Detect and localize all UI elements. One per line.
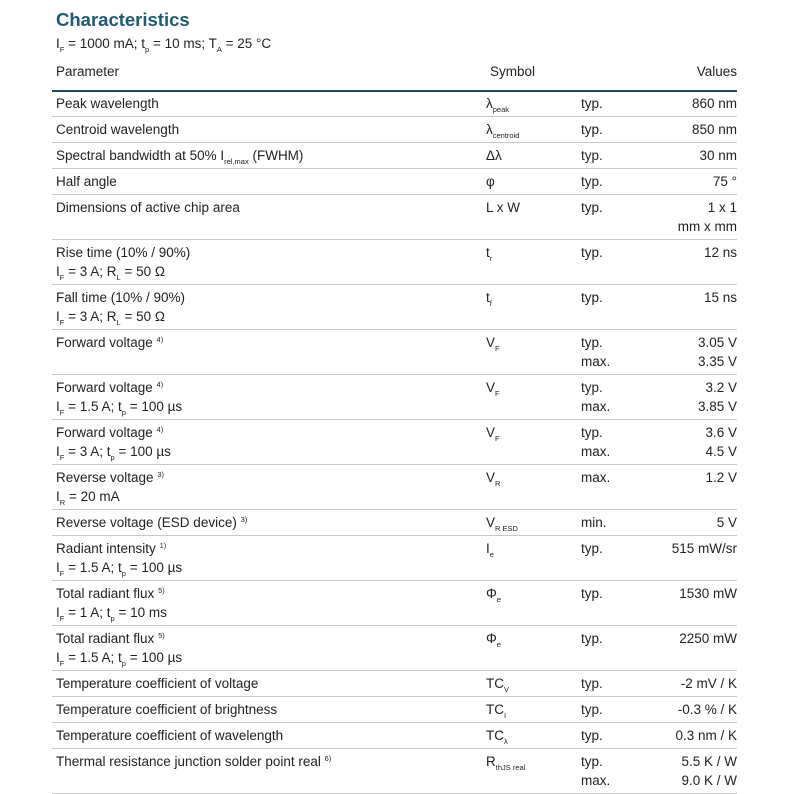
condition-label: typ. [581,174,603,189]
parameter-line [56,513,486,532]
text-segment: I [56,309,60,324]
footnote-ref: 6) [324,754,332,763]
text-segment: L x W [486,200,521,215]
text-segment: = 10 ms [114,605,167,620]
subscript: L [116,318,121,327]
text-segment: TC [486,702,504,717]
text-segment: Dimensions of active chip area [56,200,240,215]
condition-label: max. [581,773,611,788]
value-cell [651,749,737,794]
parameter-cell [52,169,486,195]
parameter-line [56,243,486,262]
value: 5 V [716,515,737,530]
subscript: p [121,569,126,578]
footnote-ref: 3) [157,470,164,479]
text-segment: λ [486,122,493,137]
condition-cell [581,626,651,671]
parameter-line [56,288,486,307]
value: 3.05 V [697,335,737,350]
subscript: e [496,640,501,649]
subscript: peak [492,105,510,114]
text-segment: TC [486,676,504,691]
condition-cell [581,143,651,169]
parameter-line [56,423,486,442]
footnote-ref: 4) [156,425,164,434]
symbol-cell [486,749,581,794]
table-row [52,581,737,626]
text-segment: I [56,264,60,279]
condition-label: max. [581,444,611,459]
condition-label: typ. [581,586,603,601]
header-parameter: Parameter [56,64,120,79]
parameter-cell [52,671,486,697]
value-cell [651,143,737,169]
subscript: p [121,659,126,668]
condition-label: typ. [581,335,603,350]
parameter-line [56,172,486,191]
footnote-ref: 4) [156,335,164,344]
text-segment: (FWHM) [248,148,304,163]
subscript: centroid [492,131,520,140]
value: 1.2 V [705,470,737,485]
text-segment: I [486,541,490,556]
text-segment: Rise time (10% / 90%) [56,245,191,260]
table-header [52,62,737,92]
condition-cell [581,697,651,723]
parameter-cell [52,465,486,510]
subscript: p [110,614,115,623]
text-segment: Thermal resistance junction solder point real [56,754,325,769]
value-cell [651,117,737,143]
text-segment: = 1000 mA; t [64,36,146,51]
condition-cell [581,240,651,285]
table-row [52,169,737,195]
value-cell [651,195,737,240]
text-segment: = 25 °C [221,36,272,51]
text-segment: = 20 mA [65,489,120,504]
parameter-cell [52,195,486,240]
footnote-ref: 5) [158,631,165,640]
value: 75 ° [712,174,737,189]
text-segment: = 50 Ω [120,309,165,324]
condition-label: typ. [581,676,603,691]
parameter-line [56,700,486,719]
condition-cell [581,723,651,749]
value: 9.0 K / W [681,773,737,788]
condition-label: typ. [581,754,603,769]
text-segment: I [56,560,60,575]
parameter-cell [52,536,486,581]
symbol-cell [486,420,581,465]
parameter-line [56,468,486,487]
condition-label: typ. [581,541,603,556]
table-row [52,536,737,581]
value: 850 nm [691,122,737,137]
subscript: F [495,344,500,353]
text-segment: = 10 ms; T [149,36,217,51]
table-row [52,626,737,671]
text-segment: = 100 µs [125,560,183,575]
table-row [52,723,737,749]
text-segment: Centroid wavelength [56,122,180,137]
value-cell [651,697,737,723]
condition-label: typ. [581,631,603,646]
parameter-cell [52,697,486,723]
subscript: p [145,45,150,54]
footnote-ref: 5) [158,586,165,595]
condition-label: max. [581,470,611,485]
subscript: F [59,45,65,54]
symbol-cell [486,723,581,749]
text-segment: Forward voltage [56,425,157,440]
condition-cell [581,510,651,536]
symbol-cell [486,195,581,240]
value-cell [651,510,737,536]
parameter-cell [52,91,486,117]
symbol-cell [486,285,581,330]
value: -2 mV / K [680,676,737,691]
subscript: F [59,273,65,282]
subscript: F [59,614,65,623]
text-segment: Temperature coefficient of brightness [56,702,278,717]
value: 1 x 1 [707,200,737,215]
text-segment: Φ [486,586,497,601]
text-segment: t [486,290,490,305]
footnote-ref: 4) [156,380,164,389]
condition-cell [581,749,651,794]
value: mm x mm [677,219,737,234]
condition-label: max. [581,354,611,369]
parameter-line [56,752,486,771]
text-segment: φ [486,174,495,189]
subscript: A [216,45,222,54]
symbol-cell [486,671,581,697]
table-row [52,697,737,723]
parameter-cell [52,723,486,749]
text-segment: = 3 A; t [64,444,111,459]
condition-cell [581,420,651,465]
text-segment: I [56,489,60,504]
condition-label: typ. [581,702,603,717]
subscript: e [489,550,494,559]
table-row [52,330,737,375]
symbol-cell [486,240,581,285]
value-cell [651,91,737,117]
parameter-line [56,558,486,577]
value-cell [651,375,737,420]
characteristics-table [52,91,737,794]
parameter-cell [52,749,486,794]
text-segment: V [486,335,496,350]
text-segment: I [56,36,60,51]
parameter-line [56,307,486,326]
table-row [52,117,737,143]
header-values: Values [696,64,737,79]
symbol-cell [486,465,581,510]
subscript: R [59,498,66,507]
text-segment: Fall time (10% / 90%) [56,290,186,305]
condition-label: typ. [581,200,603,215]
symbol-cell [486,626,581,671]
subscript: R [495,479,501,488]
value: 15 ns [703,290,737,305]
parameter-cell [52,375,486,420]
value-cell [651,169,737,195]
subscript: p [121,408,126,417]
condition-cell [581,91,651,117]
text-segment: = 100 µs [125,650,183,665]
symbol-cell [486,536,581,581]
parameter-line [56,198,486,217]
subscript: L [116,273,121,282]
parameter-cell [52,117,486,143]
value-cell [651,723,737,749]
text-segment: V [486,470,496,485]
parameter-line [56,442,486,461]
text-segment: = 3 A; R [64,309,117,324]
text-segment: = 1.5 A; t [64,399,122,414]
value: 12 ns [703,245,737,260]
symbol-cell [486,117,581,143]
condition-cell [581,536,651,581]
condition-label: typ. [581,96,603,111]
condition-cell [581,117,651,143]
parameter-cell [52,581,486,626]
header-symbol: Symbol [490,64,536,79]
parameter-cell [52,330,486,375]
condition-cell [581,375,651,420]
condition-cell [581,465,651,510]
subscript: f [489,299,492,308]
value: 4.5 V [705,444,737,459]
value: 5.5 K / W [681,754,737,769]
text-segment: Temperature coefficient of wavelength [56,728,284,743]
subscript: I [504,711,507,720]
table-row [52,510,737,536]
parameter-line [56,603,486,622]
text-segment: Half angle [56,174,117,189]
parameter-cell [52,143,486,169]
table-row [52,285,737,330]
text-segment: V [486,515,496,530]
condition-cell [581,581,651,626]
value: 3.85 V [697,399,737,414]
value: 30 nm [699,148,737,163]
text-segment: = 1.5 A; t [64,650,122,665]
text-segment: Temperature coefficient of voltage [56,676,259,691]
text-segment: I [56,444,60,459]
parameter-line [56,726,486,745]
parameter-cell [52,240,486,285]
condition-label: typ. [581,245,603,260]
text-segment: Radiant intensity [56,541,160,556]
parameter-cell [52,420,486,465]
parameter-line [56,378,486,397]
table-row [52,749,737,794]
table-row [52,375,737,420]
text-segment: t [486,245,490,260]
subscript: r [489,254,493,263]
value: 515 mW/sr [671,541,737,556]
value: 3.35 V [697,354,737,369]
subscript: F [495,389,500,398]
subscript: rel,max [224,157,249,166]
parameter-line [56,333,486,352]
symbol-cell [486,375,581,420]
subscript: V [504,685,510,694]
parameter-line [56,674,486,693]
condition-label: max. [581,399,611,414]
section-title: Characteristics [56,9,190,30]
table-row [52,671,737,697]
subscript: F [59,408,65,417]
parameter-line [56,584,486,603]
condition-cell [581,285,651,330]
text-segment: I [56,399,60,414]
table-row [52,420,737,465]
condition-label: typ. [581,425,603,440]
text-segment: V [486,425,496,440]
symbol-cell [486,169,581,195]
condition-cell [581,195,651,240]
text-segment: = 100 µs [114,444,171,459]
value: 0.3 nm / K [675,728,737,743]
text-segment: V [486,380,496,395]
text-segment: Spectral bandwidth at 50% I [56,148,225,163]
text-segment: R [486,754,496,769]
text-segment: TC [486,728,504,743]
text-segment: Forward voltage [56,380,157,395]
table-row [52,240,737,285]
subscript: F [495,434,500,443]
parameter-line [56,629,486,648]
parameter-line [56,262,486,281]
subscript: R ESD [495,524,518,533]
text-segment: Total radiant flux [56,586,159,601]
parameter-line [56,487,486,506]
value: 860 nm [691,96,737,111]
subscript: e [496,595,501,604]
parameter-cell [52,285,486,330]
parameter-line [56,539,486,558]
symbol-cell [486,91,581,117]
text-segment: = 3 A; R [64,264,117,279]
table-row [52,465,737,510]
value-cell [651,581,737,626]
parameter-line [56,94,486,113]
subscript: F [59,318,65,327]
condition-cell [581,169,651,195]
text-segment: Δλ [486,148,502,163]
text-segment: Total radiant flux [56,631,159,646]
condition-label: typ. [581,148,603,163]
value-cell [651,240,737,285]
footnote-ref: 1) [159,541,167,550]
value-cell [651,626,737,671]
symbol-cell [486,143,581,169]
table-row [52,195,737,240]
text-segment: Peak wavelength [56,96,159,111]
text-segment: λ [486,96,493,111]
text-segment: I [56,650,60,665]
value: 1530 mW [679,586,737,601]
value-cell [651,671,737,697]
condition-label: typ. [581,728,603,743]
footnote-ref: 3) [240,515,248,524]
subscript: λ [504,737,508,746]
subscript: F [59,659,65,668]
parameter-line [56,648,486,667]
value-cell [651,536,737,581]
table-row [52,143,737,169]
parameter-cell [52,510,486,536]
table-row [52,91,737,117]
parameter-cell [52,626,486,671]
condition-cell [581,671,651,697]
condition-label: typ. [581,290,603,305]
value: 3.6 V [705,425,737,440]
symbol-cell [486,697,581,723]
condition-label: min. [581,515,607,530]
subscript: thJS real [495,763,526,772]
text-segment: = 50 Ω [120,264,165,279]
symbol-cell [486,510,581,536]
text-segment: = 100 µs [125,399,183,414]
text-segment: = 1.5 A; t [64,560,122,575]
text-segment: = 1 A; t [64,605,111,620]
value: -0.3 % / K [677,702,737,717]
value: 2250 mW [679,631,737,646]
test-conditions [56,36,272,54]
value-cell [651,420,737,465]
parameter-line [56,397,486,416]
condition-label: typ. [581,122,603,137]
text-segment: Forward voltage [56,335,157,350]
subscript: F [59,569,65,578]
value: 3.2 V [705,380,737,395]
value-cell [651,465,737,510]
value-cell [651,330,737,375]
subscript: F [59,453,65,462]
value-cell [651,285,737,330]
symbol-cell [486,581,581,626]
text-segment: Φ [486,631,497,646]
subscript: p [110,453,115,462]
text-segment: Reverse voltage [56,470,158,485]
parameter-line [56,146,486,165]
symbol-cell [486,330,581,375]
text-segment: Reverse voltage (ESD device) [56,515,241,530]
condition-cell [581,330,651,375]
condition-label: typ. [581,380,603,395]
text-segment: I [56,605,60,620]
parameter-line [56,120,486,139]
